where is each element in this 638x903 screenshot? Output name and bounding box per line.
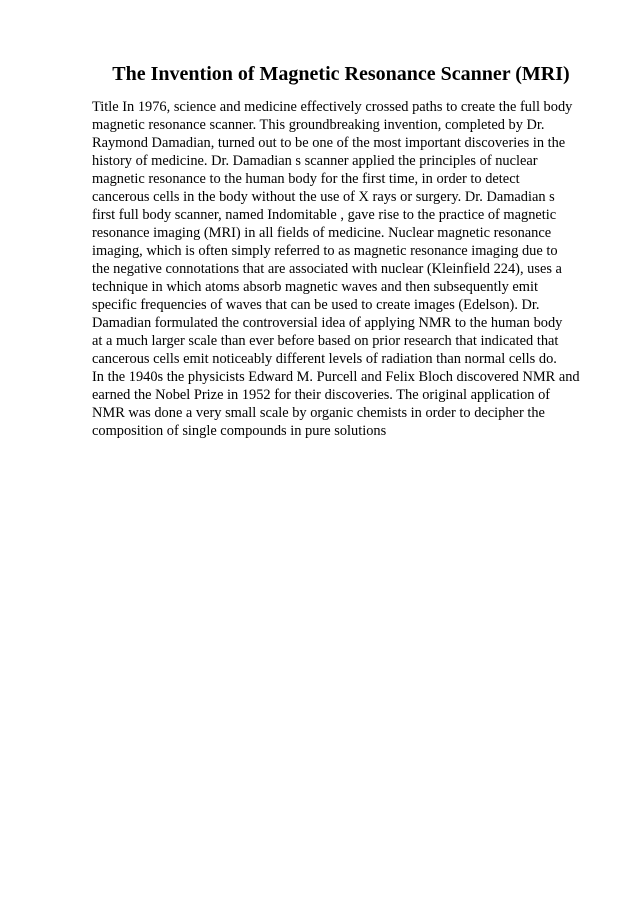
body-line: specific frequencies of waves that can be used to create images (Edelson). Dr. xyxy=(92,297,540,313)
body-line: Damadian formulated the controversial idea of applying NMR to the human body xyxy=(92,315,563,331)
document-title: The Invention of Magnetic Resonance Scanner (MRI) xyxy=(112,63,570,85)
body-line: at a much larger scale than ever before based on prior research that indicated that xyxy=(92,333,559,349)
document-body xyxy=(92,98,612,440)
body-line: Raymond Damadian, turned out to be one of the most important discoveries in the xyxy=(92,135,566,151)
body-line: history of medicine. Dr. Damadian s scanner applied the principles of nuclear xyxy=(92,153,538,169)
body-line: cancerous cells emit noticeably different levels of radiation than normal cells do. xyxy=(92,351,557,367)
body-line: technique in which atoms absorb magnetic waves and then subsequently emit xyxy=(92,279,538,295)
body-line: imaging, which is often simply referred to as magnetic resonance imaging due to xyxy=(92,243,558,259)
body-line: composition of single compounds in pure solutions xyxy=(92,423,387,439)
body-line: magnetic resonance to the human body for the first time, in order to detect xyxy=(92,171,520,187)
body-line: NMR was done a very small scale by organic chemists in order to decipher the xyxy=(92,405,545,421)
body-line: resonance imaging (MRI) in all fields of medicine. Nuclear magnetic resonance xyxy=(92,225,552,241)
body-line: In the 1940s the physicists Edward M. Purcell and Felix Bloch discovered NMR and xyxy=(92,369,580,385)
body-line: the negative connotations that are associated with nuclear (Kleinfield 224), uses a xyxy=(92,261,562,277)
body-line: earned the Nobel Prize in 1952 for their discoveries. The original application of xyxy=(92,387,551,403)
body-line: cancerous cells in the body without the use of X rays or surgery. Dr. Damadian s xyxy=(92,189,555,205)
body-line: Title In 1976, science and medicine effectively crossed paths to create the full body xyxy=(92,99,573,115)
body-line: magnetic resonance scanner. This groundbreaking invention, completed by Dr. xyxy=(92,117,545,133)
body-line: first full body scanner, named Indomitable , gave rise to the practice of magnetic xyxy=(92,207,557,223)
